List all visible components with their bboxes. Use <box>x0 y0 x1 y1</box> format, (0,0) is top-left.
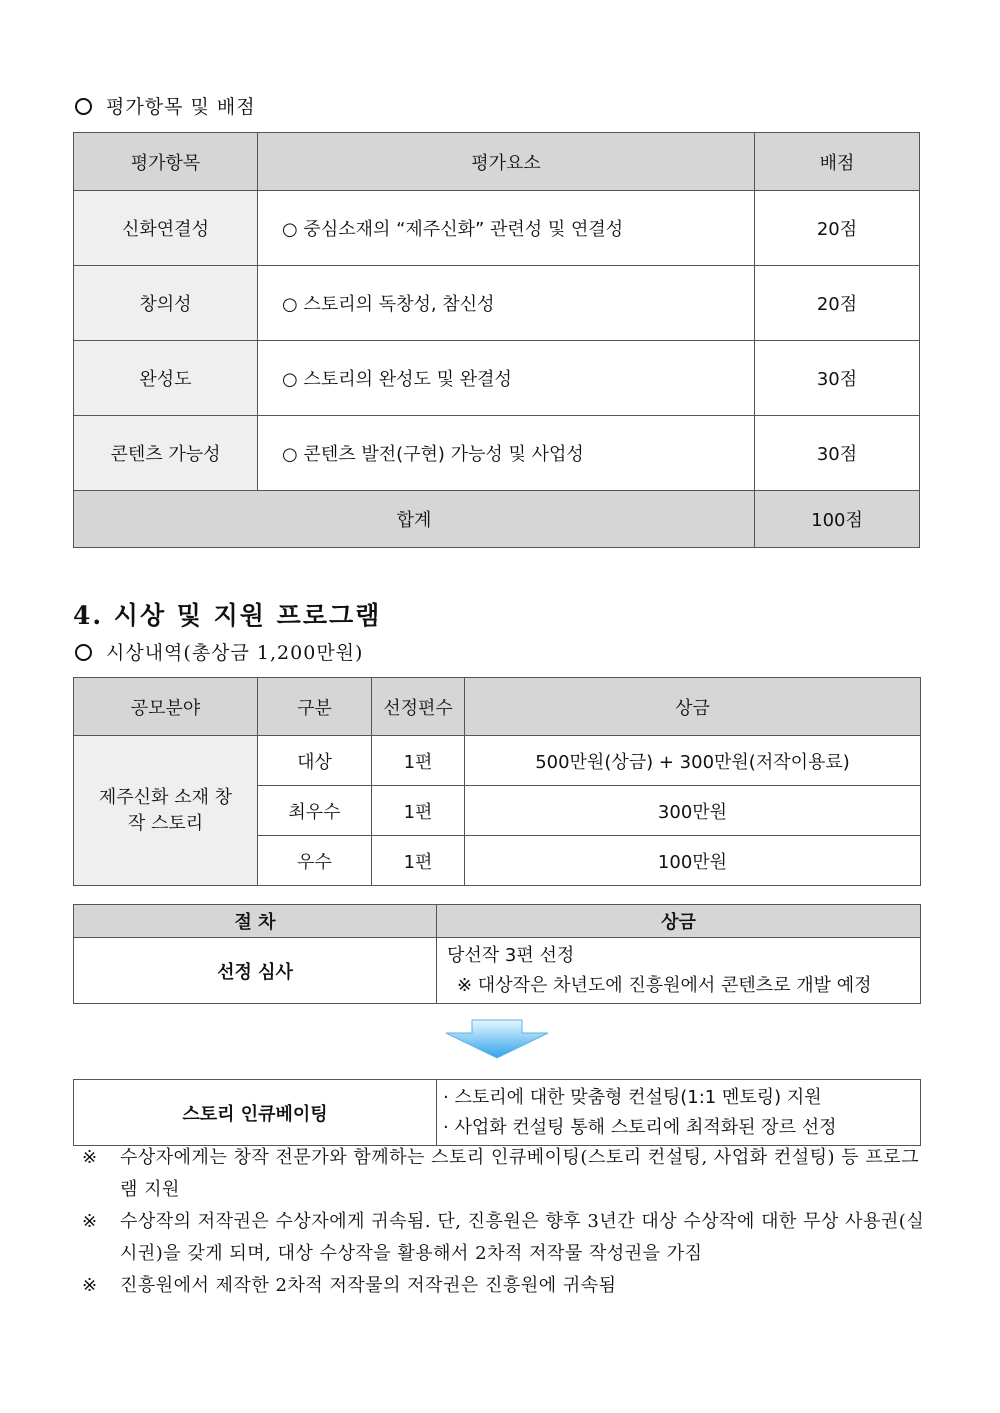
awards-subtitle: 시상내역(총상금 1,200만원) <box>75 638 363 665</box>
incubating-desc <box>437 1080 921 1146</box>
award-prize: 100만원 <box>465 836 921 886</box>
table-row <box>74 1080 921 1146</box>
award-prize: 300만원 <box>465 786 921 836</box>
header-category: 구분 <box>258 678 372 736</box>
header-procedure-prize: 상금 <box>437 905 921 938</box>
header-eval-element: 평가요소 <box>258 133 755 191</box>
eval-score: 20점 <box>755 266 920 341</box>
procedure-step: 선정 심사 <box>74 938 437 1004</box>
note-text: 진흥원에서 제작한 2차적 저작물의 저작권은 진흥원에 귀속됨 <box>120 1275 617 1296</box>
eval-item: 콘텐츠 가능성 <box>74 416 258 491</box>
circle-bullet-icon <box>75 98 92 115</box>
eval-total-row <box>74 491 920 548</box>
procedure-line: 당선작 3편 선정 <box>447 944 575 966</box>
down-arrow-icon <box>444 1019 550 1059</box>
eval-score: 30점 <box>755 341 920 416</box>
award-field: 제주신화 소재 창작 스토리 <box>74 736 258 886</box>
eval-total-label: 합계 <box>74 491 755 548</box>
eval-item: 신화연결성 <box>74 191 258 266</box>
header-eval-score: 배점 <box>755 133 920 191</box>
awards-table-header <box>74 678 921 736</box>
note-text: 수상자에게는 창작 전문가와 함께하는 스토리 인큐베이팅(스토리 컨설팅, 사업화 컨설팅) 등 프로그램 지원 <box>120 1147 919 1200</box>
procedure-desc <box>437 938 921 1004</box>
header-field: 공모분야 <box>74 678 258 736</box>
table-row <box>74 938 921 1004</box>
note-item <box>82 1270 932 1302</box>
incubating-label: 스토리 인큐베이팅 <box>74 1080 437 1146</box>
incubating-line: · 스토리에 대한 맞춤형 컨설팅(1:1 멘토링) 지원 <box>443 1086 822 1108</box>
award-count: 1편 <box>372 836 465 886</box>
header-prize: 상금 <box>465 678 921 736</box>
notes-list <box>82 1142 932 1302</box>
eval-element: ○ 콘텐츠 발전(구현) 가능성 및 사업성 <box>258 416 755 491</box>
note-item <box>82 1142 932 1206</box>
eval-section-title: 평가항목 및 배점 <box>75 92 256 119</box>
incubating-line: · 사업화 컨설팅 통해 스토리에 최적화된 장르 선정 <box>443 1116 837 1138</box>
award-category: 우수 <box>258 836 372 886</box>
table-row <box>74 191 920 266</box>
table-row <box>74 266 920 341</box>
procedure-note: ※ 대상작은 차년도에 진흥원에서 콘텐츠로 개발 예정 <box>457 974 872 996</box>
procedure-header <box>74 905 921 938</box>
award-count: 1편 <box>372 786 465 836</box>
eval-table <box>73 132 920 548</box>
note-mark: ※ <box>82 1147 98 1168</box>
eval-element: ○ 스토리의 독창성, 참신성 <box>258 266 755 341</box>
header-count: 선정편수 <box>372 678 465 736</box>
circle-bullet-icon <box>75 644 92 661</box>
table-row <box>74 341 920 416</box>
table-row <box>74 416 920 491</box>
eval-element: ○ 스토리의 완성도 및 완결성 <box>258 341 755 416</box>
eval-total-score: 100점 <box>755 491 920 548</box>
note-mark: ※ <box>82 1275 98 1296</box>
eval-table-header <box>74 133 920 191</box>
header-procedure: 절 차 <box>74 905 437 938</box>
section-heading: 4. 시상 및 지원 프로그램 <box>73 601 382 630</box>
procedure-table <box>73 904 921 1004</box>
award-category: 대상 <box>258 736 372 786</box>
header-eval-item: 평가항목 <box>74 133 258 191</box>
eval-element: ○ 중심소재의 “제주신화” 관련성 및 연결성 <box>258 191 755 266</box>
eval-item: 완성도 <box>74 341 258 416</box>
eval-item: 창의성 <box>74 266 258 341</box>
eval-score: 20점 <box>755 191 920 266</box>
award-count: 1편 <box>372 736 465 786</box>
awards-table <box>73 677 921 886</box>
note-item <box>82 1206 932 1270</box>
award-category: 최우수 <box>258 786 372 836</box>
note-text: 수상작의 저작권은 수상자에게 귀속됨. 단, 진흥원은 향후 3년간 대상 수상작에 대한 무상 사용권(실시권)을 갖게 되며, 대상 수상작을 활용해서 2차적 저작물 작성권을 가짐 <box>120 1211 925 1264</box>
award-prize: 500만원(상금) + 300만원(저작이용료) <box>465 736 921 786</box>
eval-score: 30점 <box>755 416 920 491</box>
table-row <box>74 736 921 786</box>
incubating-table <box>73 1079 921 1146</box>
note-mark: ※ <box>82 1211 98 1232</box>
